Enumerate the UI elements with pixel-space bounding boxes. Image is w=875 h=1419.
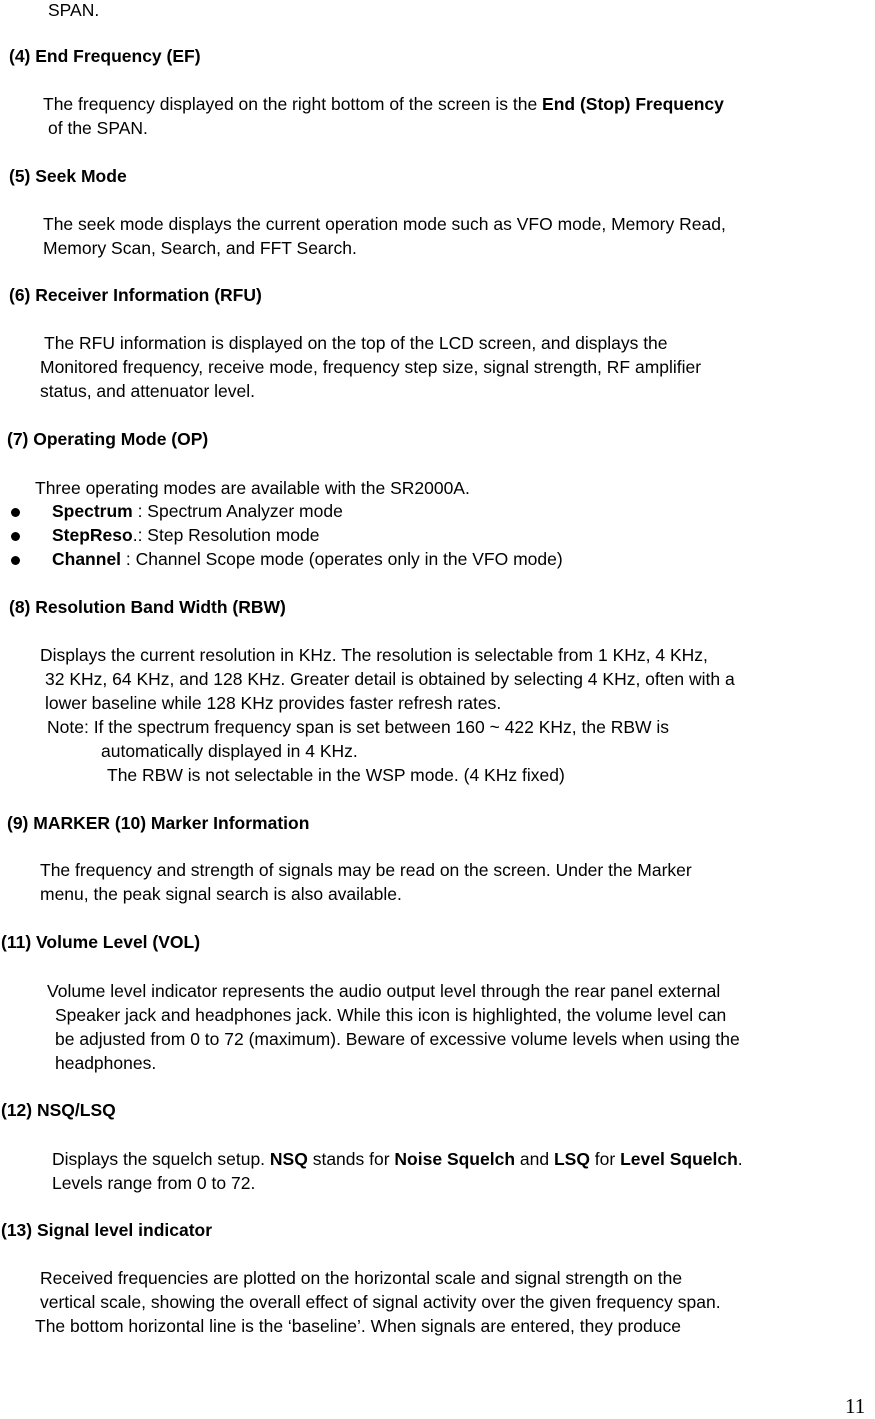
section-heading-seek-mode: (5) Seek Mode: [9, 166, 127, 186]
paragraph-line: The seek mode displays the current operation mode such as VFO mode, Memory Read,: [43, 214, 726, 234]
section-heading-resolution-band-width: (8) Resolution Band Width (RBW): [9, 597, 286, 617]
paragraph-line: automatically displayed in 4 KHz.: [101, 741, 358, 761]
paragraph-line: Memory Scan, Search, and FFT Search.: [43, 238, 357, 258]
paragraph-line: Displays the current resolution in KHz. The resolution is selectable from 1 KHz, 4 KHz,: [40, 645, 708, 665]
list-item-stepreso: StepReso.: Step Resolution mode: [52, 525, 320, 545]
section-heading-operating-mode: (7) Operating Mode (OP): [7, 429, 209, 449]
paragraph-line: Received frequencies are plotted on the horizontal scale and signal strength on the: [40, 1268, 683, 1288]
paragraph-line: vertical scale, showing the overall effect of signal activity over the given frequency span.: [40, 1292, 721, 1312]
list-item-channel: Channel : Channel Scope mode (operates only in the VFO mode): [52, 549, 563, 569]
paragraph-line: The RBW is not selectable in the WSP mode. (4 KHz fixed): [107, 765, 565, 785]
section-heading-marker: (9) MARKER (10) Marker Information: [7, 813, 310, 833]
paragraph-line: be adjusted from 0 to 72 (maximum). Beware of excessive volume levels when using the: [55, 1029, 740, 1049]
paragraph-line: status, and attenuator level.: [40, 381, 255, 401]
paragraph-line: of the SPAN.: [48, 118, 148, 138]
paragraph-line: Monitored frequency, receive mode, frequency step size, signal strength, RF amplifier: [40, 357, 702, 377]
paragraph-line: The frequency displayed on the right bottom of the screen is the End (Stop) Frequency: [43, 94, 724, 114]
section-heading-end-frequency: (4) End Frequency (EF): [9, 46, 201, 66]
paragraph-line: Volume level indicator represents the audio output level through the rear panel external: [47, 981, 721, 1001]
bullet-icon: [11, 532, 20, 541]
bullet-icon: [11, 508, 20, 517]
paragraph-line: headphones.: [55, 1053, 157, 1073]
bullet-icon: [11, 556, 20, 565]
paragraph-line: menu, the peak signal search is also available.: [40, 884, 402, 904]
section-heading-volume-level: (11) Volume Level (VOL): [1, 932, 201, 952]
page-number: 11: [845, 1394, 866, 1418]
paragraph-line: Note: If the spectrum frequency span is set between 160 ~ 422 KHz, the RBW is: [47, 717, 670, 737]
paragraph-line: The RFU information is displayed on the top of the LCD screen, and displays the: [44, 333, 668, 353]
span-continuation: SPAN.: [48, 0, 100, 20]
section-heading-receiver-information: (6) Receiver Information (RFU): [9, 285, 262, 305]
paragraph-line: lower baseline while 128 KHz provides faster refresh rates.: [45, 693, 502, 713]
paragraph-line: Levels range from 0 to 72.: [52, 1173, 256, 1193]
paragraph-line: 32 KHz, 64 KHz, and 128 KHz. Greater detail is obtained by selecting 4 KHz, often with a: [45, 669, 735, 689]
section-heading-nsq-lsq: (12) NSQ/LSQ: [1, 1100, 116, 1120]
paragraph-line: The frequency and strength of signals may be read on the screen. Under the Marker: [40, 860, 692, 880]
paragraph-line: Three operating modes are available with the SR2000A.: [35, 478, 470, 498]
section-heading-signal-level-indicator: (13) Signal level indicator: [1, 1220, 213, 1240]
list-item-spectrum: Spectrum : Spectrum Analyzer mode: [52, 501, 343, 521]
paragraph-line: The bottom horizontal line is the ‘baseline’. When signals are entered, they produce: [35, 1316, 681, 1336]
paragraph-line: Displays the squelch setup. NSQ stands for Noise Squelch and LSQ for Level Squelch.: [52, 1149, 743, 1169]
paragraph-line: Speaker jack and headphones jack. While this icon is highlighted, the volume level can: [55, 1005, 727, 1025]
